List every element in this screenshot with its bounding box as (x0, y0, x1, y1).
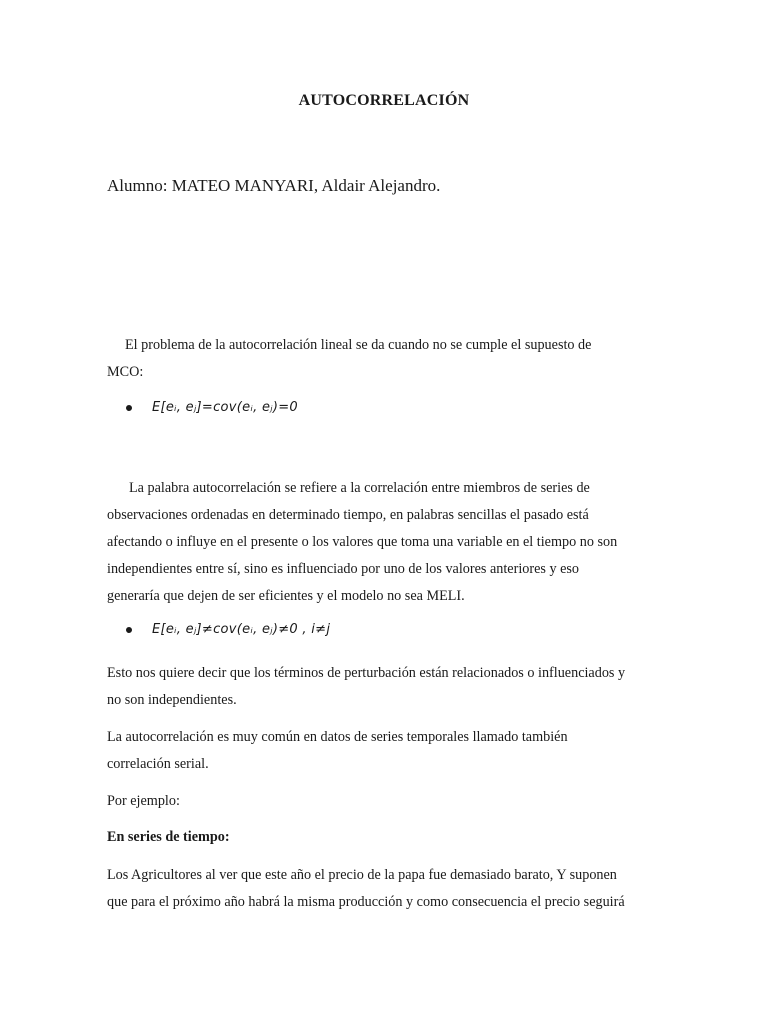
paragraph-line: El problema de la autocorrelación lineal se da cuando no se cumple el supuesto de (125, 337, 592, 353)
paragraph-line: no son independientes. (107, 692, 237, 708)
paragraph-line: Por ejemplo: (107, 793, 180, 809)
paragraph-meaning (107, 660, 659, 714)
formula-bullet-1 (126, 400, 298, 415)
paragraph-common (107, 724, 659, 778)
paragraph-line: observaciones ordenadas en determinado tiempo, en palabras sencillas el pasado está (107, 507, 589, 523)
paragraph-line: Esto nos quiere decir que los términos de perturbación están relacionados o influenciados y (107, 665, 626, 681)
author-line: Alumno: MATEO MANYARI, Aldair Alejandro. (107, 176, 441, 195)
paragraph-example-label (107, 788, 659, 815)
paragraph-definition (107, 475, 659, 610)
paragraph-intro (107, 332, 659, 386)
bullet-icon (126, 405, 132, 411)
document-title: AUTOCORRELACIÓN (298, 92, 470, 109)
paragraph-line: generaría que dejen de ser eficientes y el modelo no sea MELI. (107, 588, 465, 604)
paragraph-line: independientes entre sí, sino es influenciado por uno de los valores anteriores y eso (107, 561, 579, 577)
formula-expression: E[eᵢ, eⱼ]≠cov(eᵢ, eⱼ)≠0 , i≠j (152, 622, 331, 637)
paragraph-line: que para el próximo año habrá la misma producción y como consecuencia el precio seguirá (107, 894, 625, 910)
paragraph-line: La palabra autocorrelación se refiere a la correlación entre miembros de series de (129, 480, 590, 496)
paragraph-example (107, 862, 659, 916)
paragraph-line: afectando o influye en el presente o los valores que toma una variable en el tiempo no son (107, 534, 618, 550)
formula-bullet-2 (126, 622, 330, 637)
bullet-icon (126, 627, 132, 633)
section-heading: En series de tiempo: (107, 829, 230, 845)
formula-expression: E[eᵢ, eⱼ]=cov(eᵢ, eⱼ)=0 (152, 400, 298, 415)
paragraph-line: MCO: (107, 364, 144, 380)
paragraph-line: La autocorrelación es muy común en datos de series temporales llamado también (107, 729, 568, 745)
paragraph-line: Los Agricultores al ver que este año el precio de la papa fue demasiado barato, Y suponen (107, 867, 617, 883)
paragraph-line: correlación serial. (107, 756, 209, 772)
